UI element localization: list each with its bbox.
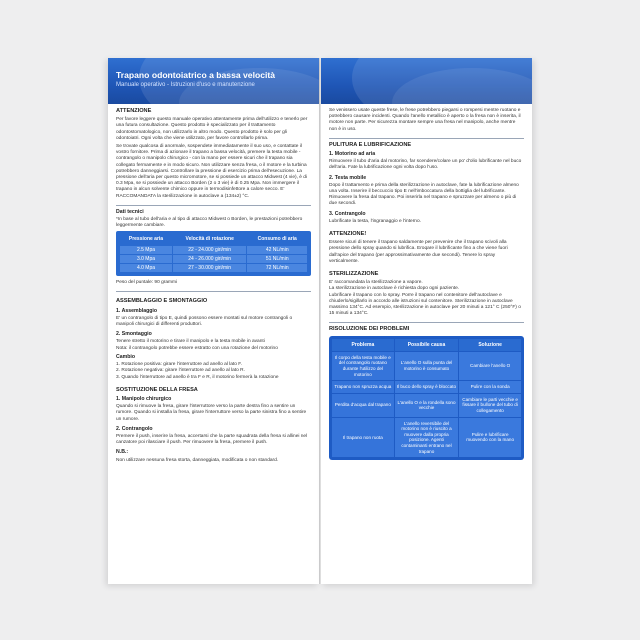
page-title: Trapano odontoiatrico a bassa velocità — [116, 70, 276, 80]
table-cell: L'anello O sulla punta del motorino è consumato — [395, 352, 459, 380]
sterilizzazione-heading: STERILIZZAZIONE — [329, 271, 379, 278]
body-text: Lubrificare il trapano con lo spray. Porre il trapano nel contenitore dell'autoclave e chiuderlo/sigillarlo in accordo alle istruzioni sul contenitore. Sterilizzazione in autoclave massimo 134°C. Ad esempio, sterilizzazione in autoclave per 20 minuti a 121° C (250°F) o 15 minuti a 134°C. — [329, 292, 521, 317]
section-divider — [329, 322, 524, 323]
left-page — [108, 58, 319, 584]
table-cell: 72 NL/min — [247, 264, 307, 272]
dati-heading: Dati tecnici — [116, 208, 144, 215]
section-divider — [116, 291, 311, 292]
body-text: Nota: il contrangolo potrebbe essere estratto con una rotazione del motorino — [116, 345, 278, 351]
table-header: Consumo di aria — [257, 236, 297, 243]
problemi-heading: RISOLUZIONE DEI PROBLEMI — [329, 326, 410, 333]
peso-text: Peso del puntale: 90 grammi — [116, 280, 178, 286]
table-cell: Il corpo della testa mobile e del contrangolo ruotano durante l'utilizzo del motorino — [332, 352, 394, 380]
body-text: Rimuovere il tubo d'aria dal motorino, far scendere/colare un po' d'olio lubrificante nel buco dell'aria. Fate la lubrificazione ogni volta dopo l'uso. — [329, 159, 522, 171]
table-cell: Cambiare l'anello O — [459, 352, 521, 380]
subsection-title: 1. Assemblaggio — [116, 307, 158, 314]
section-divider — [329, 138, 524, 139]
dati-note: *In base al tubo dell'aria e al tipo di attacco Midwest o Borden, le prestazioni potrebbero leggermente cambiare. — [116, 217, 303, 229]
table-cell: 22 - 24.000 giri/min — [173, 246, 246, 254]
table-cell: Il trapano non ruota — [332, 418, 394, 458]
table-row — [332, 381, 521, 393]
attenzione-paragraph: Per favore leggere questo manuale operativo attentamente prima dell'utilizzo e tenerlo per una futura consultazione. Questo prodotto è specializzato per il trattamento odontostomatologico, non utilizzarlo in altro modo. Questo prodotto è solo per gli odontoiatri. Ogni volta che viene utilizzato, per favore controllarlo prima. — [116, 117, 308, 141]
sostituzione-heading: SOSTITUZIONE DELLA FRESA — [116, 386, 198, 393]
table-cell: 2.5 Mpa — [120, 246, 172, 254]
attenzione-paragraph: Se trovate qualcosa di anormale, sospendete immediatamente il suo uso, e contattate il vostro fornitore. Prima di azionare il trapano a bassa velocità, premere la testa mobile - contrangolo o manipolo chirurgico - con la mano per essere sicuri che il trapano sia collegato fermamente e in modo sicuro. Non utilizzare senza fresa, o il motore e la turbina potrebbero danneggiarsi. Controllare la pressione di esercizio prima dell'esecuzione. La pressione dell'aria per questo micromotore, se si possiede un attacco Midwest (4 vie), è di 0.3 Mpa, se si possiede un attacco Borden (2 o 3 vie) è di 0.25 Mpa. Non immergere il trapano in alcun solvente chimico oppure in termodisinfettore a calore secco. E' RACCOMANDATA la sterilizzazione in autoclave a (134±2) °C. — [116, 144, 308, 199]
body-text: 1. Rotazione positiva: girare l'interruttore ad anello al lato F. — [116, 362, 242, 368]
table-row — [332, 418, 521, 458]
table-header: Problema — [332, 339, 394, 351]
body-text: La sterilizzazione in autoclave è richiesta dopo ogni paziente. — [329, 286, 460, 292]
body-text: Non utilizzare nessuna fresa storta, danneggiata, modificata o non standard. — [116, 457, 279, 463]
attenzione-right-heading: ATTENZIONE! — [329, 231, 367, 238]
subsection-title: 1. Motorino ad aria — [329, 151, 376, 158]
table-cell: 3.0 Mpa — [120, 255, 172, 263]
subsection-title: 3. Contrangolo — [329, 210, 366, 217]
section-divider — [116, 205, 311, 206]
table-cell: Pulire con la sonda — [459, 381, 521, 393]
table-cell: L'anello O e la rondella sono vecchie — [395, 394, 459, 417]
left-content — [116, 108, 311, 466]
body-text: 2. Rotazione negativa: girare l'interruttore ad anello al lato R. — [116, 368, 245, 374]
body-text: Lubrificate la testa, l'ingranaggio e l'interno. — [329, 218, 421, 224]
troubleshooting-panel — [329, 336, 524, 461]
table-header: Possibile causa — [395, 339, 459, 351]
right-content — [329, 108, 524, 460]
tech-data-table — [116, 231, 311, 276]
table-cell: 51 NL/min — [247, 255, 307, 263]
body-text: 3. Quando l'interruttore ad anello è tra F e R, il motorino fermerà la rotazione — [116, 374, 279, 380]
pulitura-heading: PULITURA E LUBRIFICAZIONE — [329, 141, 412, 148]
table-cell: 27 - 30.000 giri/min — [173, 264, 246, 272]
subsection-title: 2. Smontaggio — [116, 331, 152, 338]
table-row — [332, 394, 521, 417]
table-cell: Perdita d'acqua dal trapano — [332, 394, 394, 417]
body-text: E' raccomandata la sterilizzazione a vapore. — [329, 280, 423, 286]
page-header — [108, 58, 319, 104]
table-row — [120, 264, 307, 272]
table-cell: Pulire e lubrificare muovendo con la mano — [459, 418, 521, 458]
assemblaggio-heading: ASSEMBLAGGIO E SMONTAGGIO — [116, 298, 208, 305]
body-text: Essere sicuri di tenere il trapano saldamente per prevenire che il trapano scivoli alla pressione dello spray quando si lubrifica. Eroqare il lubrificante fino a che viene fuori dall'apice del trapano (per approssimativamente due secondi). Tenere lo spray verticalmente. — [329, 240, 508, 264]
body-text: Se venissero usate queste frese, le frese potrebbero piegarsi o rompersi mentre ruotano e potrebbero causare incidenti. Quando l'anello metallico è aperto o la fresa non è inserita, il motore non parte. Per sicurezza montare sempre una fresa nel manipolo, anche mentre non è in uso. — [329, 108, 521, 132]
table-cell: Cambiare le parti vecchie e fissare il bullone del tubo di collegamento — [459, 394, 521, 417]
body-text: E' un contrangolo di tipo E, quindi possono essere montati sul motore contrangoli o manipoli chirurgici di differenti produttori. — [116, 315, 293, 328]
table-header: Soluzione — [459, 339, 521, 351]
table-row — [332, 352, 521, 380]
table-cell: L'anello reversibile del motorino non è riuscito a muovere dalla propria posizione. Agenti contaminanti entrano nel trapano — [395, 418, 459, 458]
table-cell: 24 - 26.000 giri/min — [173, 255, 246, 263]
subsection-title: 1. Manipolo chirurgico — [116, 395, 172, 402]
body-text: Premere il push, inserire la fresa, accertarsi che la parte squadrata della fresa si allinei nel canzatore poi rilasciare il push. Per rimuovere la fresa, premere il push. — [116, 433, 308, 446]
attenzione-heading: ATTENZIONE — [116, 108, 152, 114]
troubleshooting-table — [331, 338, 522, 459]
table-cell: 42 NL/min — [247, 246, 307, 254]
subsection-title: 2. Testa mobile — [329, 174, 367, 181]
right-page — [321, 58, 532, 584]
table-cell: Trapano non spruzza acqua — [332, 381, 394, 393]
page-header — [321, 58, 532, 104]
subsection-title: Cambio — [116, 353, 136, 360]
subsection-title: N.B.: — [116, 449, 129, 456]
subsection-title: 2. Contrangolo — [116, 425, 153, 432]
body-text: Tenere stretto il motorino e tirare il manipolo e la testa mobile in avanti — [116, 339, 265, 345]
page-subtitle: Manuale operativo - Istruzioni d'uso e manutenzione — [116, 82, 255, 88]
table-header: Pressione aria — [128, 236, 164, 243]
table-row — [120, 255, 307, 263]
table-cell: 4.0 Mpa — [120, 264, 172, 272]
table-row — [120, 246, 307, 254]
table-header: Velocità di rotazione — [185, 236, 234, 243]
table-cell: Il buco dello spray è bloccato — [395, 381, 459, 393]
body-text: Dopo il trattamento e prima della sterilizzazione in autoclave, fate la lubrificazione almeno una volta. Inserire il beccuccio tipo E nell'imboccatura della bottiglia del lubrificante. Rimuovere la fresa dal trapano. Poi inserirla nel trapano e spruzzare per almeno o più di due secondi. — [329, 182, 519, 207]
body-text: Quando si rimuove la fresa, girare l'interruttore verso la parte destra fino a sentire un rumore. Quando si installa la fresa, girare l'interruttore verso la parte sinistra fino a sentire un rumore. — [116, 404, 307, 422]
